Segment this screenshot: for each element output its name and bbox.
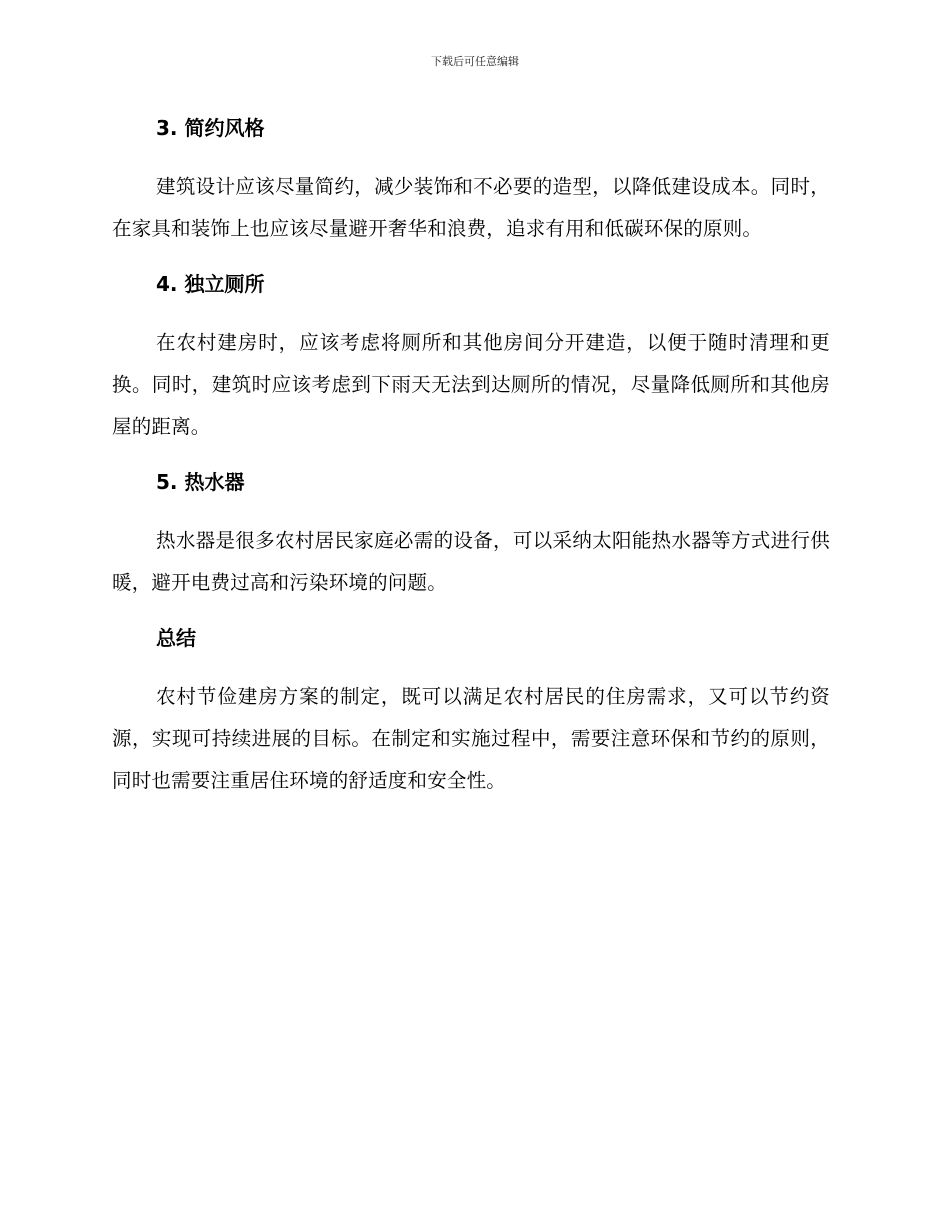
- page-header: 下载后可任意编辑: [431, 55, 519, 68]
- section-paragraph: 在农村建房时，应该考虑将厕所和其他房间分开建造，以便于随时清理和更换。同时，建筑时应该考虑到下雨天无法到达厕所的情况，尽量降低厕所和其他房屋的距离。: [112, 331, 830, 438]
- section-simple-style: [112, 112, 830, 250]
- section-heading: 3. 简约风格: [156, 116, 265, 140]
- section-summary: [112, 622, 830, 802]
- section-water-heater: [112, 466, 830, 604]
- section-paragraph: 热水器是很多农村居民家庭必需的设备，可以采纳太阳能热水器等方式进行供暖，避开电费过高和污染环境的问题。: [112, 529, 830, 594]
- section-heading: 4. 独立厕所: [156, 272, 265, 296]
- document-body: [112, 112, 830, 820]
- section-heading: 5. 热水器: [156, 470, 245, 494]
- section-heading: 总结: [156, 626, 196, 650]
- section-paragraph: 农村节俭建房方案的制定，既可以满足农村居民的住房需求，又可以节约资源，实现可持续进展的目标。在制定和实施过程中，需要注意环保和节约的原则，同时也需要注重居住环境的舒适度和安全性。: [112, 685, 830, 792]
- section-paragraph: 建筑设计应该尽量简约，减少装饰和不必要的造型，以降低建设成本。同时，在家具和装饰上也应该尽量避开奢华和浪费，追求有用和低碳环保的原则。: [112, 175, 830, 240]
- section-separate-toilet: [112, 268, 830, 448]
